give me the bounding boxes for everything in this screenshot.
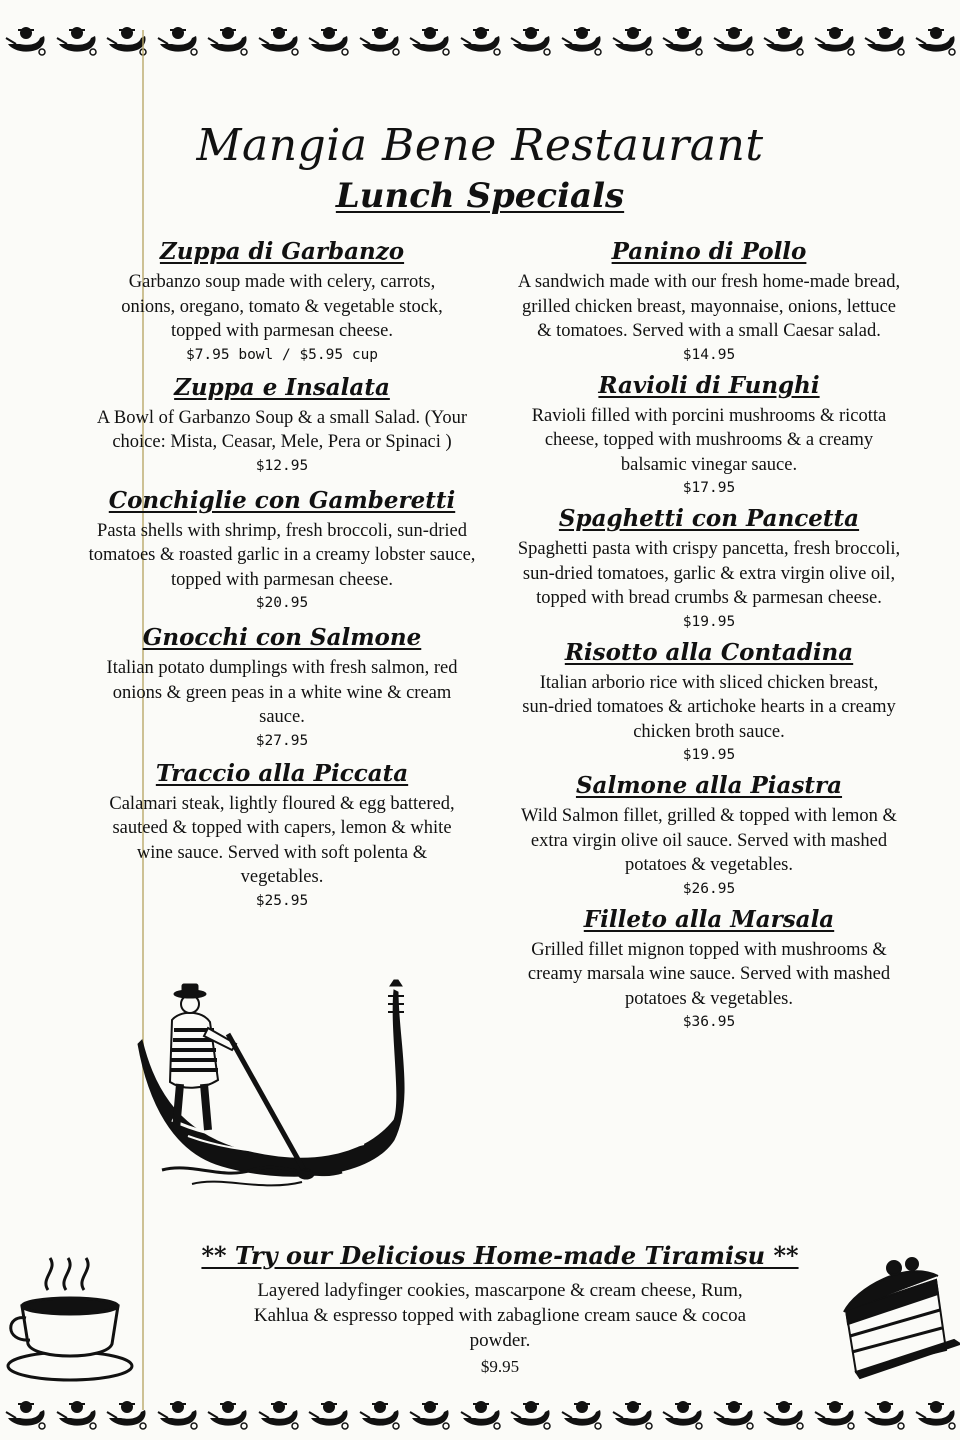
top-border [0, 24, 960, 58]
item-description: Spaghetti pasta with crispy pancetta, fresh broccoli, sun-dried tomatoes, garlic & extra virgin olive oil, topped with bread crumbs & parmesan cheese. [517, 539, 901, 608]
gondolier-border-icon [811, 24, 859, 58]
menu-item [500, 370, 918, 500]
gondolier-border-icon [356, 1398, 404, 1432]
item-description: Wild Salmon fillet, grilled & topped with lemon & extra virgin olive oil sauce. Served with mashed potatoes & vegetables. [521, 806, 897, 875]
gondolier-border-icon [154, 1398, 202, 1432]
item-price: $20.95 [255, 595, 309, 611]
item-price: $25.95 [255, 892, 309, 909]
item-name: Zuppa di Garbanzo [159, 238, 405, 265]
menu-item [500, 770, 918, 900]
item-name: Spaghetti con Pancetta [558, 505, 860, 532]
item-name: Salmone alla Piastra [575, 772, 843, 799]
gondolier-border-icon [507, 24, 555, 58]
menu-item [500, 637, 918, 767]
gondolier-border-icon [53, 24, 101, 58]
menu-item [500, 236, 918, 366]
gondolier-border-icon [507, 1398, 555, 1432]
gondolier-border-icon [609, 1398, 657, 1432]
gondolier-border-icon [305, 1398, 353, 1432]
gondolier-border-icon [204, 24, 252, 58]
menu-item [500, 503, 918, 633]
item-price: $14.95 [682, 346, 736, 363]
gondolier-border-icon [305, 24, 353, 58]
gondolier-border-icon [659, 24, 707, 58]
item-description: Pasta shells with shrimp, fresh broccoli, sun-dried tomatoes & roasted garlic in a creamy lobster sauce, topped with parmesan cheese. [88, 520, 476, 590]
menu-item [72, 485, 492, 615]
item-price: $17.95 [682, 480, 736, 496]
gondolier-border-icon [912, 1398, 960, 1432]
item-price: $36.95 [682, 1014, 736, 1030]
gondolier-border-icon [457, 1398, 505, 1432]
dessert-price: $9.95 [480, 1357, 520, 1376]
dessert-name: ** Try our Delicious Home-made Tiramisu ** [201, 1241, 799, 1270]
gondola-illustration [132, 970, 422, 1200]
menu-item [72, 372, 492, 477]
item-name: Risotto alla Contadina [564, 638, 854, 666]
item-name: Gnocchi con Salmone [142, 624, 422, 651]
gondolier-border-icon [356, 24, 404, 58]
item-description: Italian arborio rice with sliced chicken breast, sun-dried tomatoes & artichoke hearts in a creamy chicken broth sauce. [522, 672, 896, 742]
right-menu-column [500, 236, 918, 1033]
gondolier-border-icon [2, 1398, 50, 1432]
menu-item [72, 236, 492, 366]
restaurant-name: Mangia Bene Restaurant [196, 120, 764, 171]
gondolier-border-icon [558, 1398, 606, 1432]
gondolier-border-icon [255, 1398, 303, 1432]
item-name: Traccio alla Piccata [155, 759, 409, 787]
dessert-special [140, 1240, 860, 1377]
gondolier-border-icon [204, 1398, 252, 1432]
item-description: A sandwich made with our fresh home-made bread, grilled chicken breast, mayonnaise, onions, lettuce & tomatoes. Served with a small Caesar salad. [517, 272, 901, 341]
menu-title: Lunch Specials [335, 176, 625, 216]
item-name: Ravioli di Funghi [598, 371, 820, 399]
gondolier-border-icon [53, 1398, 101, 1432]
item-description: A Bowl of Garbanzo Soup & a small Salad. (Your choice: Mista, Ceasar, Mele, Pera or Spinaci ) [96, 407, 468, 452]
gondolier-border-icon [710, 24, 758, 58]
gondolier-border-icon [2, 24, 50, 58]
item-price: $26.95 [682, 880, 736, 897]
gondolier-border-icon [406, 1398, 454, 1432]
gondolier-border-icon [659, 1398, 707, 1432]
item-price: $27.95 [255, 732, 309, 749]
gondolier-border-icon [609, 24, 657, 58]
dessert-description: Layered ladyfinger cookies, mascarpone & cream cheese, Rum, Kahlua & espresso topped with zabaglione cream sauce & cocoa powder. [253, 1280, 747, 1351]
item-description: Italian potato dumplings with fresh salmon, red onions & green peas in a white wine & cream sauce. [106, 658, 458, 727]
gondolier-border-icon [457, 24, 505, 58]
item-name: Conchiglie con Gamberetti [108, 486, 456, 514]
gondolier-border-icon [861, 1398, 909, 1432]
item-price: $19.95 [682, 747, 736, 763]
gondolier-border-icon [406, 24, 454, 58]
gondolier-border-icon [558, 24, 606, 58]
gondolier-border-icon [710, 1398, 758, 1432]
item-name: Filleto alla Marsala [583, 905, 835, 933]
gondolier-border-icon [912, 24, 960, 58]
left-menu-column [72, 236, 492, 912]
item-price: $19.95 [682, 613, 736, 630]
item-name: Panino di Pollo [611, 238, 807, 265]
menu-item [500, 904, 918, 1034]
menu-item [72, 622, 492, 752]
item-price: $7.95 bowl / $5.95 cup [185, 346, 379, 363]
gondolier-border-icon [760, 24, 808, 58]
item-price: $12.95 [255, 457, 309, 474]
item-description: Ravioli filled with porcini mushrooms & ricotta cheese, topped with mushrooms & a creamy balsamic vinegar sauce. [531, 405, 887, 475]
menu-item [72, 758, 492, 912]
gondolier-border-icon [760, 1398, 808, 1432]
gondolier-border-icon [255, 24, 303, 58]
item-description: Calamari steak, lightly floured & egg battered, sauteed & topped with capers, lemon & white wine sauce. Served with soft polenta & vegetables. [109, 793, 455, 887]
item-description: Garbanzo soup made with celery, carrots, onions, oregano, tomato & vegetable stock, topped with parmesan cheese. [121, 272, 443, 341]
coffee-cup-icon [0, 1248, 140, 1388]
item-description: Grilled fillet mignon topped with mushrooms & creamy marsala wine sauce. Served with mashed potatoes & vegetables. [527, 939, 891, 1009]
gondolier-border-icon [154, 24, 202, 58]
gondolier-border-icon [811, 1398, 859, 1432]
gondolier-border-icon [861, 24, 909, 58]
item-name: Zuppa e Insalata [174, 373, 390, 401]
bottom-border [0, 1398, 960, 1432]
